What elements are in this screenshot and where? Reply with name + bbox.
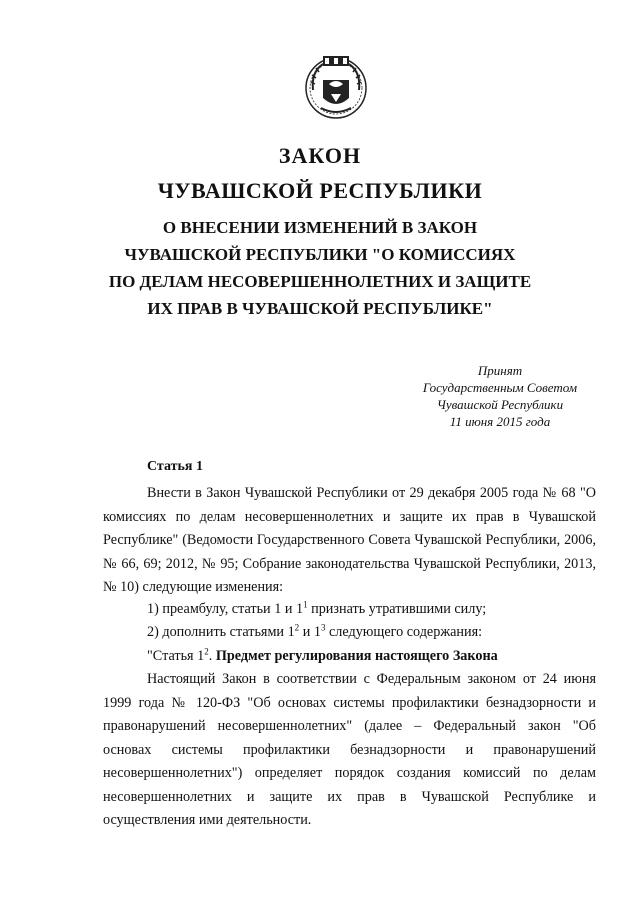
amendment-item-1: [103, 598, 596, 622]
adoption-date: 11 июня 2015 года: [449, 414, 551, 429]
adoption-line: Чувашской Республики: [436, 397, 564, 412]
item-superscript: 2: [294, 622, 300, 633]
new-article-paragraph: Настоящий Закон в соответствии с Федеральным законом от 24 июня 1999 года № 120-ФЗ "Об основах системы профилактики безнадзорности и правонарушений несовершеннолетних" (далее – Федеральный закон "Об основах системы профилактики безнадзорности и правонарушений несовершеннолетних") определяет порядок создания комиссий по делам несовершеннолетних и защите их прав в Чувашской Республике и осуществления ими деятельности.: [103, 671, 596, 828]
item-text: 1) преамбулу, статьи 1 и 1: [147, 601, 304, 617]
document-title-republic: ЧУВАШСКОЙ РЕСПУБЛИКИ: [157, 178, 483, 203]
subtitle-line: ЧУВАШСКОЙ РЕСПУБЛИКИ "О КОМИССИЯХ: [124, 245, 516, 264]
article-heading: Статья 1: [147, 459, 203, 474]
adoption-line: Государственным Советом: [422, 380, 578, 395]
item-text: признать утратившими силу;: [307, 601, 487, 617]
item-text: следующего содержания:: [325, 624, 483, 640]
item-text: 2) дополнить статьями 1: [147, 624, 295, 640]
adoption-note: [380, 362, 620, 430]
subtitle-line: ИХ ПРАВ В ЧУВАШСКОЙ РЕСПУБЛИКЕ": [147, 299, 493, 318]
new-article-title: Предмет регулирования настоящего Закона: [215, 648, 498, 664]
item-superscript: 1: [303, 599, 308, 610]
subtitle-line: ПО ДЕЛАМ НЕСОВЕРШЕННОЛЕТНИХ И ЗАЩИТЕ: [108, 272, 532, 291]
item-superscript: 3: [320, 622, 326, 633]
amendment-item-2: [103, 621, 596, 645]
adoption-line: Принят: [477, 363, 523, 378]
item-text: и 1: [299, 624, 321, 640]
document-title: ЗАКОН: [278, 143, 362, 168]
new-article-dot: .: [208, 648, 216, 664]
subtitle-line: О ВНЕСЕНИИ ИЗМЕНЕНИЙ В ЗАКОН: [162, 218, 478, 237]
new-article-heading: [103, 645, 596, 669]
new-article-prefix: "Статья 1: [147, 648, 205, 664]
new-article-superscript: 2: [204, 646, 209, 657]
chuvash-emblem-icon: [301, 50, 371, 120]
article-intro-paragraph: Внести в Закон Чувашской Республики от 29 декабря 2005 года № 68 "О комиссиях по делам несовершеннолетних и защите их прав в Чувашской Республике" (Ведомости Государственного Совета Чувашской Республики, 2006, № 66, 69; 2012, № 95; Собрание законодательства Чувашской Республики, 2013, № 10) следующие изменения:: [103, 485, 596, 595]
